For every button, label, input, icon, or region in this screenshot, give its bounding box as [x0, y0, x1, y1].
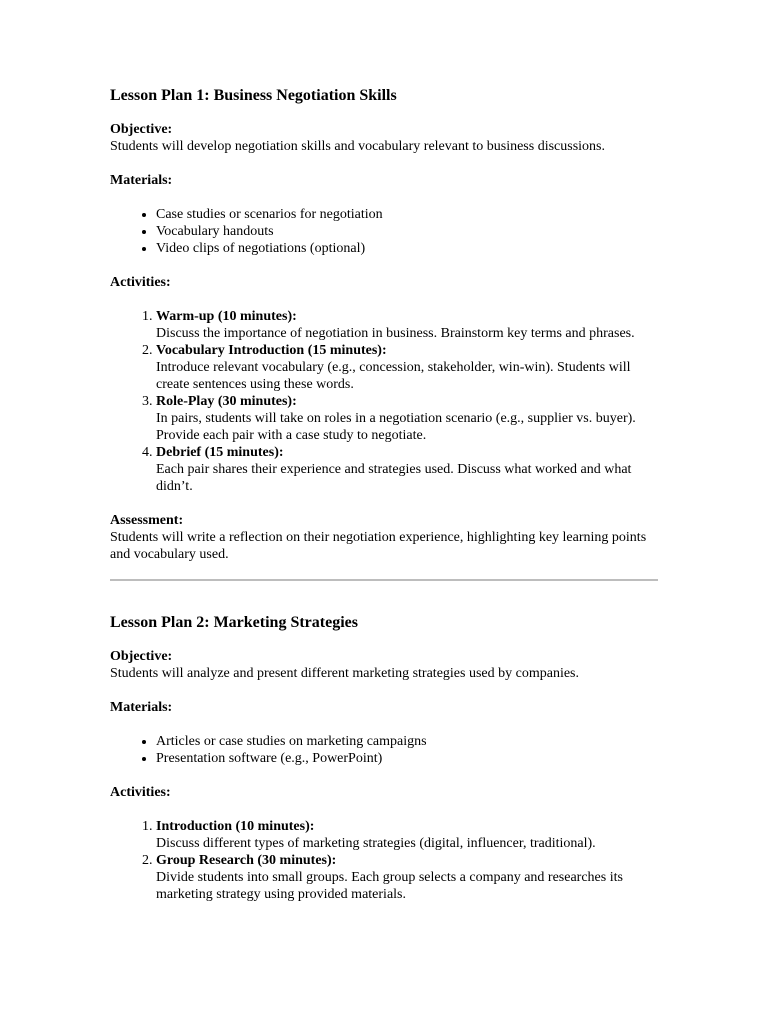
- activity-title: 1. Warm-up (10 minutes):: [156, 309, 297, 324]
- list-item: [156, 393, 658, 444]
- objective-label: Objective:: [110, 122, 173, 137]
- activity-text: Discuss the importance of negotiation in business. Brainstorm key terms and phrases.: [156, 326, 635, 341]
- activity-title: 3. Role-Play (30 minutes):: [156, 394, 297, 409]
- materials-label: Materials:: [110, 173, 173, 188]
- list-item: • Articles or case studies on marketing campaigns: [156, 733, 658, 750]
- activity-text: Each pair shares their experience and strategies used. Discuss what worked and what didn’t.: [156, 462, 632, 494]
- assessment-label: Assessment:: [110, 513, 184, 528]
- lesson-plan-1-assessment: [110, 512, 658, 563]
- list-item: • Vocabulary handouts: [156, 223, 658, 240]
- activity-title: 4. Debrief (15 minutes):: [156, 445, 284, 460]
- objective-text: Students will analyze and present different marketing strategies used by companies.: [110, 666, 579, 681]
- objective-text: Students will develop negotiation skills and vocabulary relevant to business discussions.: [110, 139, 605, 154]
- activities-list: [110, 818, 658, 903]
- lesson-plan-2: [110, 613, 658, 903]
- objective-label: Objective:: [110, 649, 173, 664]
- list-item: [156, 852, 658, 903]
- activities-label: Activities:: [110, 275, 171, 290]
- materials-list: [110, 733, 658, 767]
- materials-label: Materials:: [110, 700, 173, 715]
- lesson-plan-1-title: Lesson Plan 1: Business Negotiation Skills: [110, 87, 397, 104]
- lesson-plan-2-objective: [110, 648, 658, 682]
- list-item: [156, 308, 658, 342]
- list-item: • Presentation software (e.g., PowerPoint): [156, 750, 658, 767]
- lesson-plan-1-objective: [110, 121, 658, 155]
- activities-label: Activities:: [110, 785, 171, 800]
- list-item: [156, 342, 658, 393]
- activity-title: 2. Group Research (30 minutes):: [156, 853, 337, 868]
- lesson-plan-2-title: Lesson Plan 2: Marketing Strategies: [110, 614, 358, 631]
- list-item: • Case studies or scenarios for negotiation: [156, 206, 658, 223]
- activity-text: Discuss different types of marketing strategies (digital, influencer, traditional).: [156, 836, 596, 851]
- activity-title: 1. Introduction (10 minutes):: [156, 819, 315, 834]
- list-item: [156, 818, 658, 852]
- activity-text: Divide students into small groups. Each group selects a company and researches its marketing strategy using provided materials.: [156, 870, 623, 902]
- list-item: [156, 444, 658, 495]
- materials-list: [110, 206, 658, 257]
- assessment-text: Students will write a reflection on their negotiation experience, highlighting key learning points and vocabulary used.: [110, 530, 647, 562]
- lesson-plan-1: [110, 86, 658, 563]
- activity-title: 2. Vocabulary Introduction (15 minutes):: [156, 343, 387, 358]
- list-item: • Video clips of negotiations (optional): [156, 240, 658, 257]
- activity-text: Introduce relevant vocabulary (e.g., concession, stakeholder, win-win). Students will create sentences using these words.: [156, 360, 631, 392]
- section-divider: [110, 579, 658, 581]
- activity-text: In pairs, students will take on roles in a negotiation scenario (e.g., supplier vs. buyer). Provide each pair with a case study to negotiate.: [156, 411, 636, 443]
- activities-list: [110, 308, 658, 495]
